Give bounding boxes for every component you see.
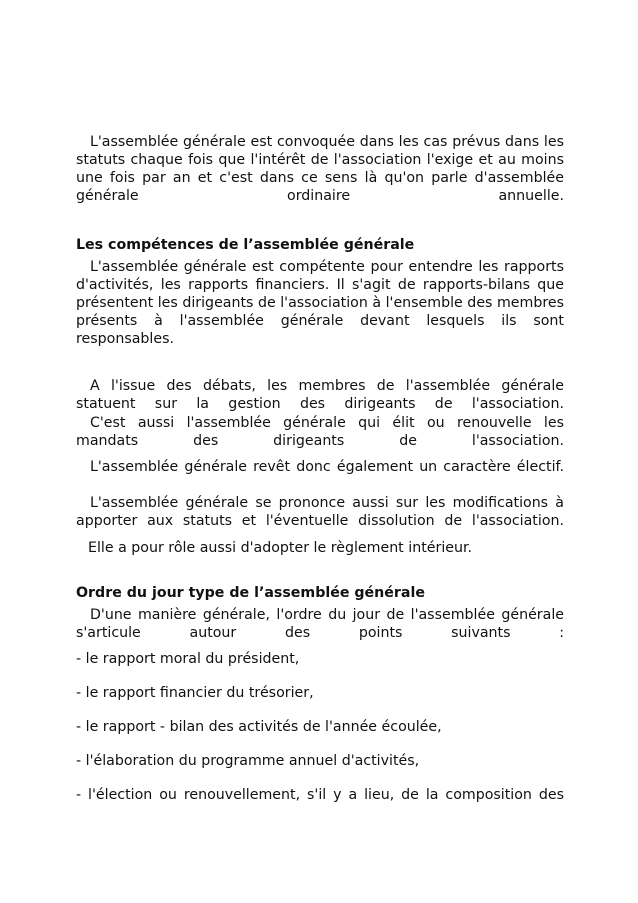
paragraph-ordre-intro: D'une manière générale, l'ordre du jour de l'assemblée générale s'articule autour des points suivants :	[76, 607, 564, 641]
paragraph-reglement: Elle a pour rôle aussi d'adopter le règlement intérieur.	[88, 540, 473, 556]
intro-paragraph: L'assemblée générale est convoquée dans les cas prévus dans les statuts chaque fois que l'intérêt de l'association l'exige et au moins une fois par an et c'est dans ce sens là qu'on parle d'assemblée générale ordinaire annuelle.	[76, 134, 564, 204]
agenda-list	[76, 650, 564, 804]
paragraph-competences: L'assemblée générale est compétente pour entendre les rapports d'activités, les rapports financiers. Il s'agit de rapports-bilans que présentent les dirigeants de l'association à l'ensemble des membres présents à l'assemblée générale devant lesquels ils sont responsables.	[76, 259, 564, 347]
list-item: - l'élaboration du programme annuel d'activités,	[76, 753, 420, 769]
list-item: - l'élection ou renouvellement, s'il y a lieu, de la composition des	[76, 787, 564, 803]
section-heading-competences: Les compétences de l’assemblée générale	[76, 237, 415, 253]
list-item: - le rapport moral du président,	[76, 651, 300, 667]
paragraph-election: C'est aussi l'assemblée générale qui élit ou renouvelle les mandats des dirigeants de l'association.	[76, 415, 564, 449]
list-item: - le rapport financier du trésorier,	[76, 685, 314, 701]
paragraph-statuts: L'assemblée générale se prononce aussi sur les modifications à apporter aux statuts et l'éventuelle dissolution de l'association.	[76, 495, 564, 529]
paragraph-debats: A l'issue des débats, les membres de l'assemblée générale statuent sur la gestion des dirigeants de l'association.	[76, 378, 564, 412]
section-heading-ordre-du-jour: Ordre du jour type de l’assemblée générale	[76, 585, 425, 601]
paragraph-electif: L'assemblée générale revêt donc également un caractère électif.	[90, 459, 564, 475]
list-item: - le rapport - bilan des activités de l'année écoulée,	[76, 719, 442, 735]
